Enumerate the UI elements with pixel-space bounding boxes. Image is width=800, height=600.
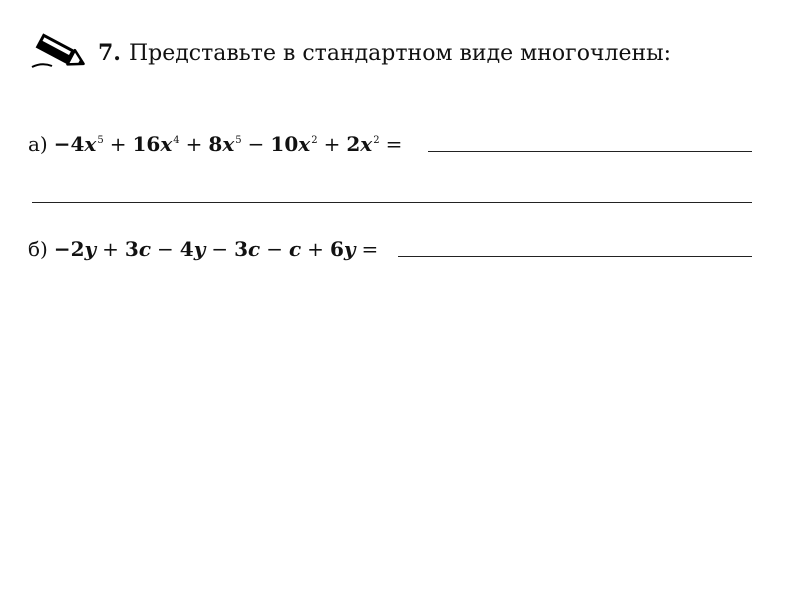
expression-term bbox=[260, 237, 301, 261]
expression-term bbox=[242, 132, 318, 156]
expression-term bbox=[104, 132, 180, 156]
term-variable: c bbox=[248, 237, 261, 261]
expression-term bbox=[301, 237, 355, 261]
term-sign: − bbox=[53, 237, 71, 261]
term-variable: x bbox=[298, 132, 311, 156]
term-sign: + bbox=[185, 132, 203, 156]
expression-term bbox=[54, 237, 96, 261]
item-label-a: а) bbox=[28, 132, 48, 156]
term-sign: + bbox=[109, 132, 127, 156]
answer-line-a-continued[interactable] bbox=[32, 202, 752, 203]
term-coefficient: 6 bbox=[329, 237, 344, 261]
answer-line-b[interactable] bbox=[398, 256, 752, 257]
term-coefficient: 2 bbox=[70, 237, 85, 261]
term-variable: c bbox=[288, 237, 302, 261]
term-coefficient: 8 bbox=[208, 132, 223, 156]
expression-term bbox=[318, 132, 380, 156]
term-coefficient: 4 bbox=[179, 237, 194, 261]
term-coefficient: 2 bbox=[346, 132, 361, 156]
term-variable: x bbox=[160, 132, 173, 156]
task-title bbox=[98, 39, 672, 66]
item-label-b: б) bbox=[28, 237, 48, 261]
term-coefficient: 3 bbox=[124, 237, 139, 261]
term-variable: x bbox=[360, 132, 373, 156]
term-exponent: 2 bbox=[373, 135, 380, 147]
term-exponent: 2 bbox=[311, 135, 318, 147]
term-sign: − bbox=[157, 237, 174, 261]
exercise-item-b bbox=[28, 229, 752, 261]
exercise-item-a bbox=[28, 124, 752, 156]
expression-term bbox=[151, 237, 205, 261]
term-coefficient: 3 bbox=[234, 237, 249, 261]
equals-sign: = bbox=[385, 132, 403, 156]
expression-term bbox=[180, 132, 242, 156]
expression-term bbox=[54, 132, 104, 156]
expression-term bbox=[96, 237, 151, 261]
term-coefficient: 16 bbox=[132, 132, 161, 156]
term-variable: y bbox=[193, 237, 206, 261]
task-number: 7. bbox=[98, 39, 121, 66]
term-variable: y bbox=[343, 237, 356, 261]
term-sign: + bbox=[307, 237, 324, 261]
term-coefficient: 4 bbox=[70, 132, 85, 156]
term-variable: x bbox=[222, 132, 235, 156]
term-sign: − bbox=[247, 132, 265, 156]
term-sign: − bbox=[53, 132, 71, 156]
expression-a bbox=[54, 132, 409, 156]
term-exponent: 5 bbox=[97, 135, 104, 147]
term-exponent: 5 bbox=[235, 135, 242, 147]
term-exponent: 4 bbox=[173, 135, 180, 147]
task-header bbox=[30, 28, 671, 78]
expression-term bbox=[205, 237, 260, 261]
term-coefficient: 10 bbox=[270, 132, 299, 156]
term-sign: − bbox=[211, 237, 229, 261]
term-sign: − bbox=[266, 237, 283, 261]
term-variable: y bbox=[84, 237, 97, 261]
term-sign: + bbox=[323, 132, 341, 156]
term-sign: + bbox=[102, 237, 119, 261]
task-instruction: Представьте в стандартном виде многочлены: bbox=[128, 40, 672, 66]
answer-line-a[interactable] bbox=[428, 151, 752, 152]
pencil-icon bbox=[30, 31, 92, 75]
equals-sign: = bbox=[361, 237, 379, 261]
expression-b bbox=[54, 237, 384, 261]
term-variable: c bbox=[138, 237, 152, 261]
term-variable: x bbox=[84, 132, 97, 156]
